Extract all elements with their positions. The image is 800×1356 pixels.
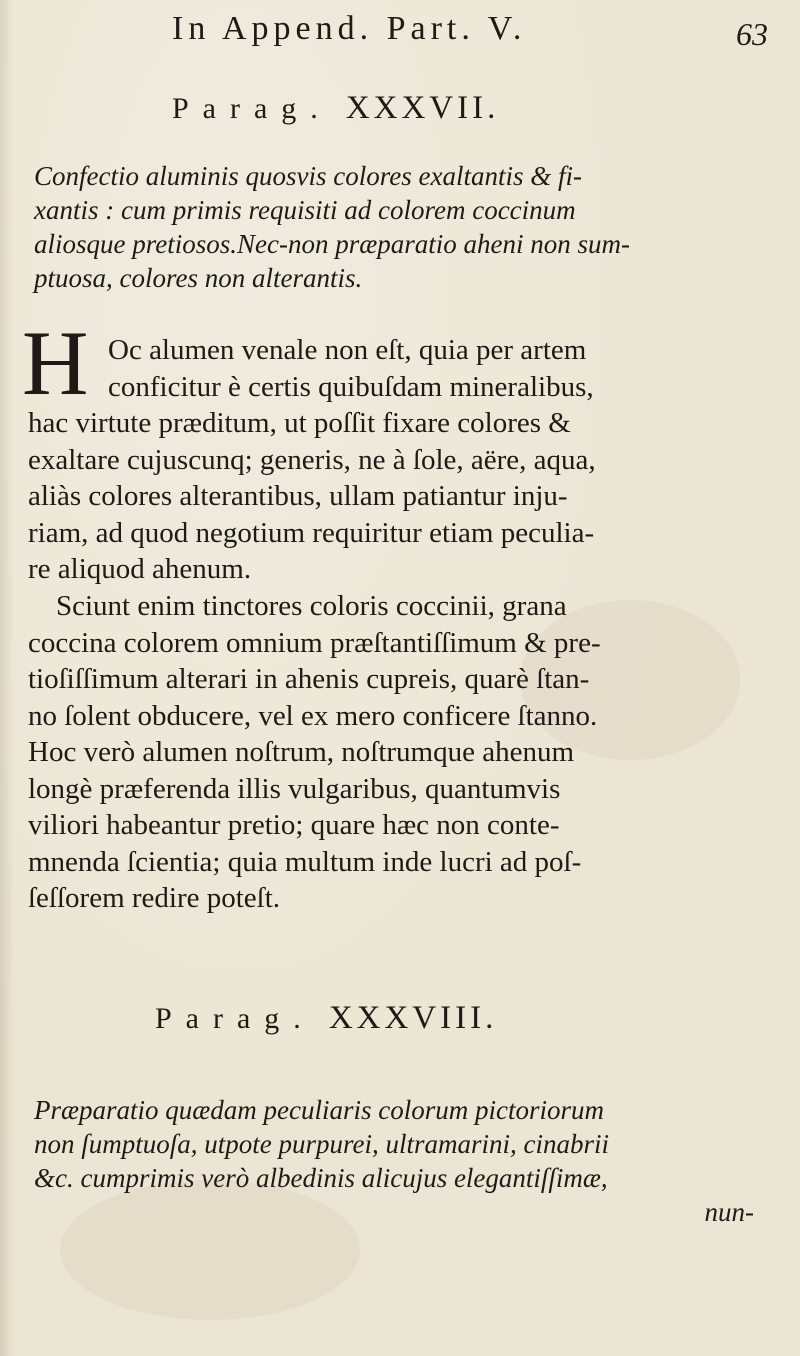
body-line: coccina colorem omnium præſtantiſſimum & pre- xyxy=(28,626,601,659)
paragraph-heading-word: Parag. xyxy=(172,92,332,125)
summary-line: ptuosa, colores non alterantis. xyxy=(34,263,363,293)
paragraph-summary xyxy=(34,159,630,295)
body-line: aliàs colores alterantibus, ullam patiantur inju- xyxy=(28,480,568,512)
summary-line: Confectio aluminis quosvis colores exaltantis & fi- xyxy=(34,161,582,191)
body-paragraph xyxy=(28,588,601,917)
body-line: conficitur è certis quibuſdam mineralibus, xyxy=(108,370,594,403)
body-line: re aliquod ahenum. xyxy=(28,553,252,585)
body-paragraph xyxy=(28,332,596,588)
body-line: exaltare cujuscunq; generis, ne à ſole, aëre, aqua, xyxy=(28,443,596,476)
summary-line: aliosque pretiosos.Nec-non præparatio aheni non sum- xyxy=(34,229,630,259)
summary-line: non ſumptuoſa, utpote purpurei, ultramarini, cinabrii xyxy=(34,1129,610,1159)
summary-line: &c. cumprimis verò albedinis alicujus elegantiſſimæ, xyxy=(34,1163,608,1193)
summary-line: xantis : cum primis requisiti ad colorem coccinum xyxy=(34,195,576,225)
body-line: ſeſſorem redire poteſt. xyxy=(28,882,281,914)
catchword: nun- xyxy=(704,1197,754,1227)
page-number: 63 xyxy=(736,16,768,52)
paragraph-heading xyxy=(155,1000,497,1037)
paragraph-summary xyxy=(34,1093,754,1229)
body-line: riam, ad quod negotium requiritur etiam peculia- xyxy=(28,516,595,549)
body-line: Sciunt enim tinctores coloris coccinii, grana xyxy=(56,590,567,622)
paragraph-heading xyxy=(172,90,499,127)
body-line: tioſiſſimum alterari in ahenis cupreis, quarè ſtan- xyxy=(28,663,590,695)
paragraph-heading-number: XXXVII. xyxy=(345,90,500,126)
body-line: no ſolent obducere, vel ex mero conficere ſtanno. xyxy=(28,699,598,732)
body-line: longè præferenda illis vulgaribus, quantumvis xyxy=(28,772,561,805)
body-line: hac virtute præditum, ut poſſit fixare colores & xyxy=(28,407,571,439)
drop-cap: H xyxy=(22,312,89,414)
summary-line: Præparatio quædam peculiaris colorum pictoriorum xyxy=(34,1095,605,1125)
body-line: Hoc verò alumen noſtrum, noſtrumque ahenum xyxy=(28,736,575,768)
body-line: viliori habeantur pretio; quare hæc non conte- xyxy=(28,809,560,841)
body-line: Oc alumen venale non eſt, quia per artem xyxy=(108,334,587,366)
body-line: mnenda ſcientia; quia multum inde lucri ad poſ- xyxy=(28,845,582,878)
paragraph-heading-number: XXXVIII. xyxy=(328,1000,498,1036)
running-head: In Append. Part. V. xyxy=(172,10,527,47)
paragraph-heading-word: Parag. xyxy=(155,1002,315,1035)
